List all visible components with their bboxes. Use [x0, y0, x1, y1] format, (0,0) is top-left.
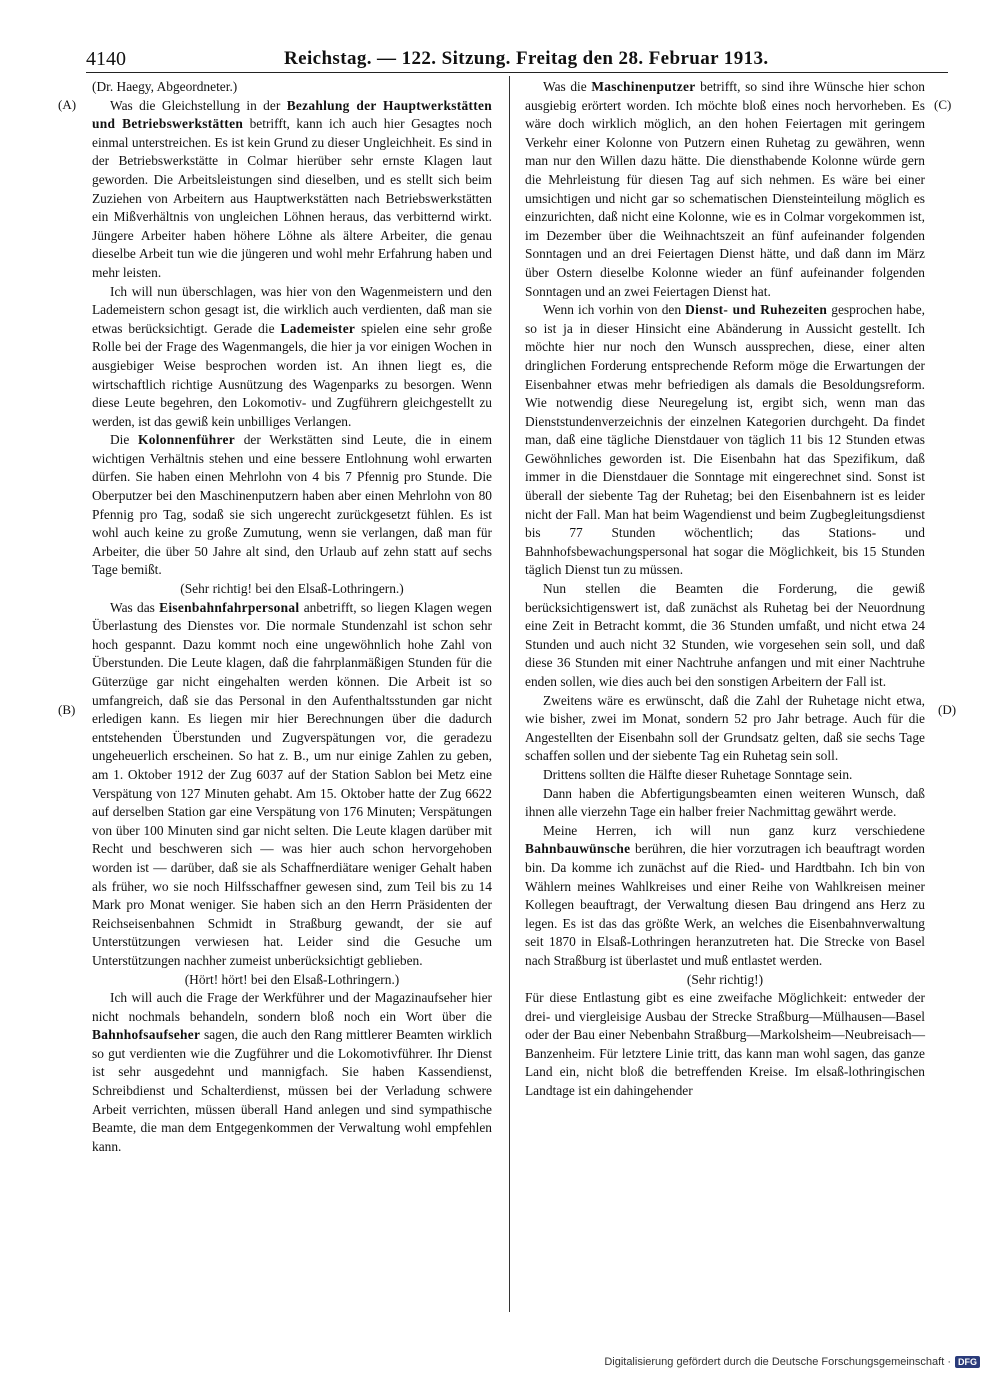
paragraph: Die Kolonnenführer der Werkstätten sind Leute, die in einem wichtigen Verhältnis stehen und eine bessere Entlohnung wohl erwarten dürfen. Sie haben einen Mehrlohn von 4 bis 7 Pfennig pro Stunde. Die Oberputzer bei den Maschinenputzern haben aber einen Mehrlohn von 80 Pfennig pro Tag, sodaß sie sich ungerecht zurückgesetzt fühlen. Es ist wohl auch keine zu große Zumutung, wenn sie verlangen, daß man für Arbeiter, die über 50 Jahre alt sind, den Urlaub auf zehn statt auf sechs Tage bemißt.: [92, 432, 492, 578]
paragraph: Drittens sollten die Hälfte dieser Ruhetage Sonntage sein.: [543, 766, 853, 782]
paragraph: Zweitens wäre es erwünscht, daß die Zahl der Ruhetage nicht etwa, wie bisher, zwei im Monat, sondern 52 pro Jahr betrage. Auch für die Angestellten der Eisenbahn soll der Grundsatz gelten, daß sie sechs Tage schaffen sollen und der siebente Tag ein Ruhetag sein soll.: [525, 692, 925, 764]
paragraph: Für diese Entlastung gibt es eine zweifache Möglichkeit: entweder der drei- und viergleisige Ausbau der Strecke Straßburg—Mülhausen—Basel oder der Bau einer Nebenbahn Straßburg—Markolsheim—Neubreisach—Banzenheim. Für letztere Linie tritt, das kann man wohl sagen, das ganze Land ein, nicht bloß die betreffenden Kreise. Im elsaß-lothringischen Landtage ist ein dahingehender: [525, 990, 925, 1099]
paragraph: Dann haben die Abfertigungsbeamten einen weiteren Wunsch, daß ihnen alle vierzehn Tage ein halber freier Nachmittag gewährt werde.: [525, 785, 925, 820]
margin-mark-c: (C): [934, 97, 952, 112]
paragraph: Was die Maschinenputzer betrifft, so sind ihre Wünsche hier schon ausgiebig erörtert worden. Ich möchte bloß eines noch hervorheben. Es wäre doch wirklich möglich, an den hohen Feiertagen mit geringem Verkehr einer Kolonne von Putzern einen Ruhetag zu gewähren, wenn man nur den Willen dazu hätte. Die diensthabende Kolonne würde gern die Mehrleistung für diesen Tag auf sich nehmen. Es wäre bei einer umsichtigen und nicht gar so schematischen Diensteinteilung möglich es einzurichten, daß nicht eine Kolonne, wie es in Colmar vorgekommen ist, im Dezember über die Weihnachtszeit an fünf aufeinander folgenden Sonntagen und an drei Feiertagen Dienst hätte, und daß dann im März über Ostern dieselbe Kolonne wieder an fünf aufeinander folgenden Sonntagen und an zwei Feiertagen Dienst hat.: [525, 79, 925, 299]
paragraph: Was die Gleichstellung in der Bezahlung der Hauptwerkstätten und Betriebswerkstätten betrifft, kann ich auch hier Gesagtes noch einmal unterstreichen. Es ist kein Grund zu dieser Ungleichheit. Es sind in der Betriebswerkstätte in Colmar hierüber sehr ernste Klagen laut geworden. Die Arbeitsleistungen sind dieselben, und es stellt sich beim Zuziehen von Arbeitern aus Hauptwerkstätten nach Betriebswerkstätten ein Mißverhältnis von ungleichen Löhnen heraus, das verbitternd wirkt. Jüngere Arbeiter haben höhere Löhne als ältere Arbeiter, die genau dieselbe Arbeit tun wie die jüngeren und wohl mehr Erfahrung haben und mehr leisten.: [92, 97, 492, 280]
interjection: (Sehr richtig!): [686, 971, 764, 987]
left-column: [92, 78, 492, 1156]
interjection: (Sehr richtig! bei den Elsaß-Lothringern.): [180, 581, 404, 597]
dfg-logo-icon: DFG: [955, 1356, 980, 1368]
speaker-note: (Dr. Haegy, Abgeordneter.): [92, 79, 238, 94]
column-divider: [509, 76, 510, 1312]
emphasis: Bezahlung der Hauptwerkstätten und Betriebswerkstätten: [92, 97, 492, 132]
emphasis: Lademeister: [280, 320, 356, 336]
emphasis: Eisenbahnfahrpersonal: [159, 599, 300, 615]
page-header: [86, 46, 948, 73]
paragraph: Nun stellen die Beamten die Forderung, die gewiß berücksichtigenswert ist, daß zunächst als Ruhetag bei der Neuordnung eine Zeit in Betracht kommt, die 36 Stunden umfaßt, und nicht etwa 24 Stunden und auch nicht 32 Stunden, wie vorgesehen sein soll, und daß diese 36 Stunden mit einer Nachtruhe anfangen und mit einer Nachtruhe enden sollen, wie dies auch bei den sonstigen Arbeitern der Fall ist.: [525, 581, 925, 689]
paragraph: Meine Herren, ich will nun ganz kurz verschiedene Bahnbauwünsche berühren, die hier vorzutragen ich beauftragt worden bin. Da komme ich zunächst auf die Ried- und Hardtbahn. Ich bin von Wählern meines Wahlkreises und einer Reihe von Wahlkreisen meiner Kollegen beauftragt, der Verwaltung diesen Bau dringend ans Herz zu legen. Es ist das das größte Werk, an welches die Eisenbahnverwaltung seit 1870 in Elsaß-Lothringen heranzutreten hat. Die Strecke von Basel nach Straßburg ist überlastet und muß entlastet werden.: [525, 822, 925, 968]
interjection: (Hört! hört! bei den Elsaß-Lothringern.): [184, 971, 400, 987]
paragraph: Ich will nun überschlagen, was hier von den Wagenmeistern und den Lademeistern schon gesagt ist, die wirklich auch verdienten, daß man sie etwas berücksichtigt. Gerade die Lademeister spielen eine sehr große Rolle bei der Frage des Wagenmangels, die hier ja vor einigen Wochen in ausgiebiger Weise besprochen worden ist. An ihnen liegt es, die wirtschaftlich richtige Ausnützung des Wagenparks zu besorgen. Wenn diese Leute begehren, den Lokomotiv- und Zugführern gleichgestellt zu werden, ist das gewiß kein unbilliges Verlangen.: [92, 283, 492, 429]
paragraph: Was das Eisenbahnfahrpersonal anbetrifft, so liegen Klagen wegen Überlastung des Dienstes vor. Die normale Stundenzahl ist schon sehr hoch gespannt. Dazu kommt noch eine ungewöhnlich hohe Zahl von Überstunden. Die Leute klagen, daß die fahrplanmäßigen Stunden für die Güterzüge gar nicht eingehalten werden können. Die Arbeit ist so umfangreich, daß sie das Personal in den Aufenthaltsstunden gar nicht erledigen kann. Es liegen mir hier Berechnungen über die dadurch entstehenden Überstunden und Zugverspätungen vor, die geradezu ungeheuerlich erscheinen. So hat z. B., um nur einige Zahlen zu geben, am 1. Oktober 1912 der Zug 6037 auf der Station Sablon bei Metz eine Verspätung von 127 Minuten gehabt. Am 15. Oktober hatte der Zug 6622 auf derselben Station gar eine Verspätung von 176 Minuten; Verspätungen von über 100 Minuten sind gar nicht selten. Die Leute klagen darüber mit Recht und beschweren sich — was hier auch schon hervorgehoben worden ist — darüber, daß sie als Schaffnerdiätare weniger Gehalt haben als früher, wo sie noch Hilfsschaffner gewesen sind, zum Teil bis zu 14 Mark pro Monat weniger. Sie haben sich an den Herrn Präsidenten der Reichseisenbahnen Schmidt in Straßburg gewandt, der sie auf Unterstützungen verwiesen hat. Leider sind die Gesuche um Unterstützungen nachher zumeist unberücksichtigt geblieben.: [92, 599, 493, 968]
emphasis: Bahnbauwünsche: [525, 841, 631, 857]
margin-mark-b: (B): [58, 702, 76, 717]
right-column: [525, 78, 925, 1101]
running-title: Reichstag. — 122. Sitzung. Freitag den 28. Februar 1913.: [284, 48, 769, 69]
margin-mark-a: (A): [58, 97, 77, 112]
page-number: 4140: [86, 48, 126, 70]
footer-credit: [604, 1356, 980, 1368]
paragraph: Ich will auch die Frage der Werkführer und der Magazinaufseher hier nicht nochmals behandeln, sondern bloß noch ein Wort über die Bahnhofsaufseher sagen, die auch den Rang mittlerer Beamten wirklich so gut verdienten wie die Zugführer und die Lokomotivführer. Ihr Dienst ist sehr ausgedehnt und mannigfach. Sie haben Kassendienst, Schreibdienst und Schalterdienst, müssen bei der Verladung schwere Arbeit verrichten, müssen überall Hand anlegen und sind sympathische Beamte, die man dem Entgegenkommen der Verwaltung wohl empfehlen kann.: [92, 990, 492, 1154]
emphasis: Kolonnenführer: [138, 432, 235, 448]
emphasis: Bahnhofsaufseher: [92, 1027, 201, 1043]
emphasis: Dienst- und Ruhezeiten: [685, 302, 828, 318]
emphasis: Maschinenputzer: [591, 79, 696, 94]
paragraph: Wenn ich vorhin von den Dienst- und Ruhezeiten gesprochen habe, so ist ja in dieser Hinsicht eine Abänderung in Aussicht gestellt. Ich möchte hier nur noch den Wunsch aussprechen, diese, einer alten dringlichen Forderung entsprechende Reform möge die Erwartungen der Eisenbahner etwas mehr befriedigen als damals die Besoldungsreform. Wie notwendig diese Neuregelung ist, ergibt sich, wenn man das Dienststundenverzeichnis der einzelnen Kategorien durchgeht. Da findet man, daß eine tägliche Dienstdauer von täglich 11 bis 12 Stunden etwas Gewöhnliches geworden ist. Die Eisenbahn hat das Spezifikum, daß immer in die Dienstdauer die Sonntage mit eingerechnet sind. Sonst ist überall der siebente Tag der Ruhetag; bei den Eisenbahnern ist es leider nicht der Fall. Man hat beim Wagendienst und beim Zugbegleitungsdienst bis 77 Stunden wöchentlich; das Stations- und Bahnhofsbewachungspersonal hat sogar die Möglichkeit, bis 15 Stunden täglich Dienst tun zu müssen.: [525, 302, 925, 578]
footer-text: Digitalisierung gefördert durch die Deutsche Forschungsgemeinschaft ·: [604, 1356, 951, 1368]
margin-mark-d: (D): [938, 702, 957, 717]
